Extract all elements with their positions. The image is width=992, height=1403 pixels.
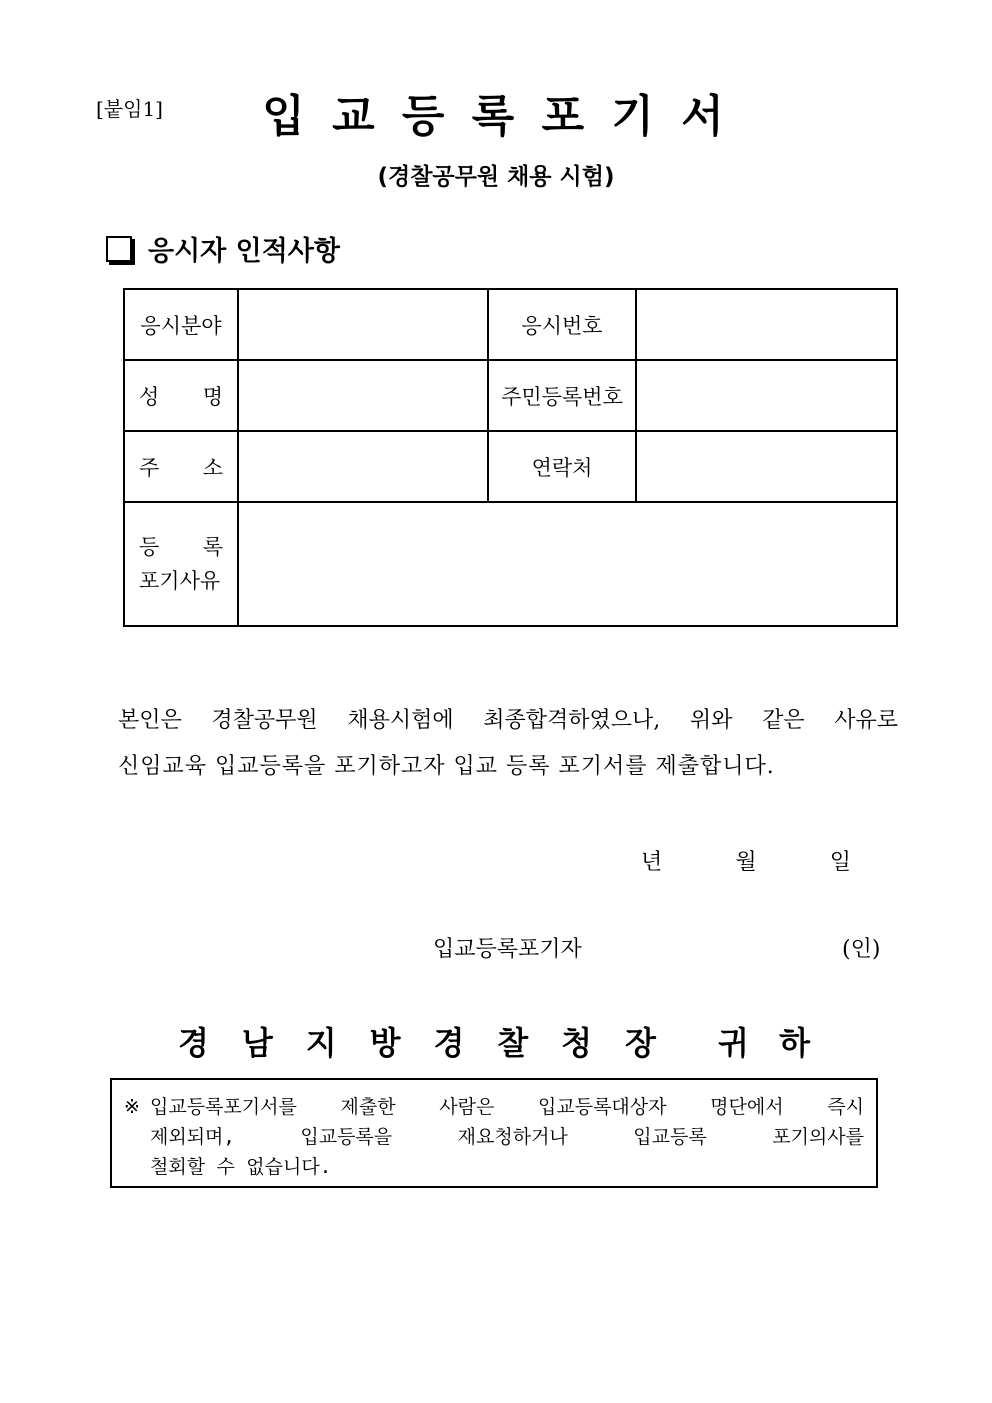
year-label: 년	[641, 850, 663, 875]
statement-line: 신임교육 입교등록을 포기하고자 입교 등록 포기서를 제출합니다.	[118, 754, 775, 779]
address-label-char: 소	[202, 455, 223, 480]
document-title: 입 교 등 록 포 기 서	[262, 91, 730, 142]
recipient-char: 찰	[497, 1024, 529, 1062]
square-bullet-icon	[106, 236, 132, 262]
table-row	[124, 360, 897, 431]
statement-line: 본인은 경찰공무원 채용시험에 최종합격하였으나, 위와 같은 사유로	[118, 708, 898, 733]
attachment-label: [붙임1]	[96, 97, 163, 121]
reason-label	[124, 502, 238, 626]
recipient-char: 경	[433, 1024, 465, 1062]
exam-number-input[interactable]	[636, 289, 897, 360]
table-row	[124, 431, 897, 502]
seal-label: (인)	[842, 937, 881, 962]
recipient-char: 지	[305, 1024, 337, 1062]
recipient-char: 귀	[718, 1024, 749, 1062]
table-row	[124, 502, 897, 626]
reason-label-char: 록	[202, 535, 223, 559]
applicant-info-table	[123, 288, 898, 627]
name-label	[124, 360, 238, 431]
notice-line: 제외되며, 입교등록을 재요청하거나 입교등록 포기의사를	[150, 1126, 864, 1148]
reason-input[interactable]	[238, 502, 897, 626]
recipient-line	[178, 1018, 818, 1064]
day-label: 일	[829, 850, 851, 875]
recipient-agency	[178, 1018, 656, 1064]
document-subtitle: (경찰공무원 채용 시험)	[377, 164, 615, 190]
recipient-char: 남	[241, 1024, 273, 1062]
section-heading-text: 응시자 인적사항	[148, 236, 340, 267]
reason-label-line2: 포기사유	[139, 569, 221, 593]
notice-line: 입교등록포기서를 제출한 사람은 입교등록대상자 명단에서 즉시	[150, 1096, 864, 1118]
section-heading	[106, 229, 340, 268]
address-label-char: 주	[139, 455, 160, 480]
exam-number-label: 응시번호	[488, 289, 636, 360]
signer-label: 입교등록포기자	[433, 937, 582, 962]
notice-line: 철회할 수 없습니다.	[150, 1156, 332, 1178]
recipient-char: 하	[779, 1024, 810, 1062]
resident-number-input[interactable]	[636, 360, 897, 431]
name-label-char: 성	[139, 384, 160, 409]
recipient-honorific	[718, 1018, 810, 1064]
contact-input[interactable]	[636, 431, 897, 502]
notice-mark: ※	[124, 1096, 140, 1118]
field-input[interactable]	[238, 289, 488, 360]
recipient-char: 장	[625, 1024, 656, 1062]
name-label-char: 명	[202, 384, 223, 409]
statement-paragraph	[118, 698, 898, 790]
month-label: 월	[735, 850, 757, 875]
contact-label: 연락처	[488, 431, 636, 502]
table-row	[124, 289, 897, 360]
resident-number-label: 주민등록번호	[488, 360, 636, 431]
address-label	[124, 431, 238, 502]
reason-label-char: 등	[139, 535, 160, 559]
name-input[interactable]	[238, 360, 488, 431]
date-line	[641, 845, 851, 876]
field-label: 응시분야	[124, 289, 238, 360]
address-input[interactable]	[238, 431, 488, 502]
recipient-char: 청	[561, 1024, 593, 1062]
recipient-char: 경	[178, 1024, 209, 1062]
notice-box	[110, 1078, 878, 1188]
recipient-char: 방	[369, 1024, 401, 1062]
